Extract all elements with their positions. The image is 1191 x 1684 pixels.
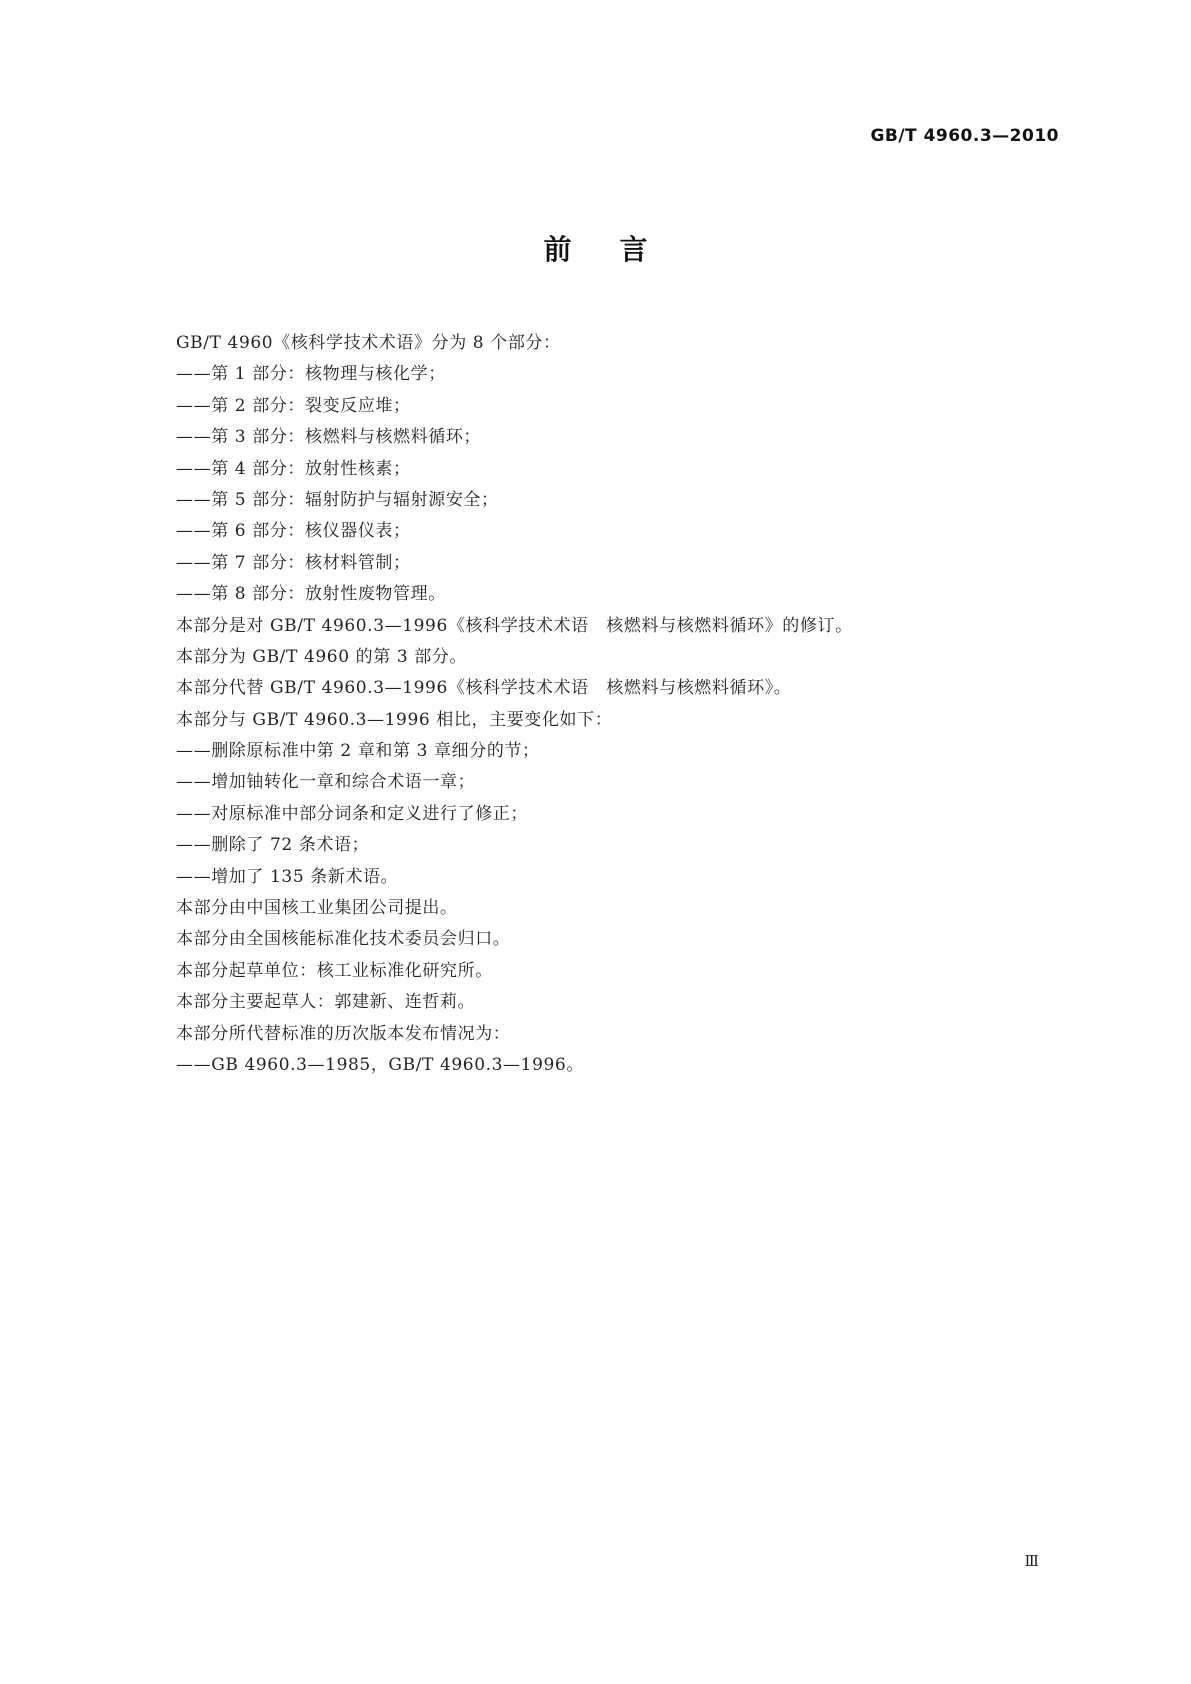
foreword-line: ——第 7 部分：核材料管制； xyxy=(176,552,411,573)
foreword-line: ——增加了 135 条新术语。 xyxy=(176,866,399,887)
foreword-line: ——增加铀转化一章和综合术语一章； xyxy=(176,772,476,793)
foreword-line: ——第 4 部分：放射性核素； xyxy=(176,458,411,479)
foreword-line: 本部分为 GB/T 4960 的第 3 部分。 xyxy=(176,646,468,667)
foreword-line: 本部分是对 GB/T 4960.3—1996《核科学技术术语 核燃料与核燃料循环》的修订。 xyxy=(176,615,853,636)
foreword-line: 本部分由全国核能标准化技术委员会归口。 xyxy=(176,929,511,950)
foreword-line: ——第 8 部分：放射性废物管理。 xyxy=(176,584,446,605)
foreword-line: ——第 1 部分：核物理与核化学； xyxy=(176,364,446,385)
page-number: Ⅲ xyxy=(1024,1552,1039,1570)
page-title: 前言 xyxy=(543,233,696,266)
foreword-line: 本部分代替 GB/T 4960.3—1996《核科学技术术语 核燃料与核燃料循环》。 xyxy=(176,678,792,699)
foreword-line: ——删除原标准中第 2 章和第 3 章细分的节； xyxy=(176,741,540,762)
standard-number-header: GB/T 4960.3—2010 xyxy=(870,126,1059,146)
foreword-line: 本部分所代替标准的历次版本发布情况为： xyxy=(176,1023,511,1044)
foreword-line: 本部分起草单位：核工业标准化研究所。 xyxy=(176,960,493,981)
foreword-line: ——对原标准中部分词条和定义进行了修正； xyxy=(176,803,528,824)
foreword-line: ——GB 4960.3—1985，GB/T 4960.3—1996。 xyxy=(176,1054,584,1075)
foreword-line: GB/T 4960《核科学技术术语》分为 8 个部分： xyxy=(176,333,561,353)
foreword-line: 本部分主要起草人：郭建新、连哲莉。 xyxy=(176,992,476,1013)
foreword-line: ——第 5 部分：辐射防护与辐射源安全； xyxy=(176,489,499,510)
foreword-line: ——删除了 72 条术语； xyxy=(176,835,370,856)
foreword-line: 本部分与 GB/T 4960.3—1996 相比，主要变化如下： xyxy=(176,709,613,730)
foreword-line: ——第 2 部分：裂变反应堆； xyxy=(176,395,411,416)
foreword-line: 本部分由中国核工业集团公司提出。 xyxy=(176,898,458,919)
foreword-body xyxy=(176,328,1076,1081)
foreword-line: ——第 3 部分：核燃料与核燃料循环； xyxy=(176,427,482,448)
foreword-line: ——第 6 部分：核仪器仪表； xyxy=(176,521,411,542)
